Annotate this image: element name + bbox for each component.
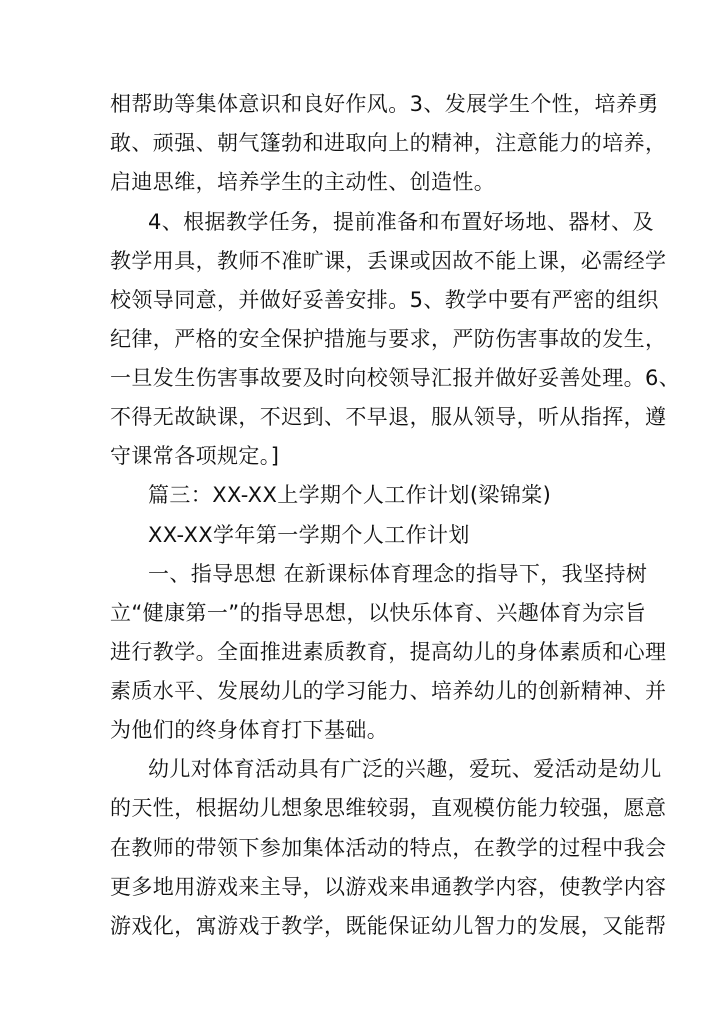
text-line: 幼儿对体育活动具有广泛的兴趣，爱玩、爱活动是幼儿 [148, 757, 662, 781]
plan-title: XX-XX学年第一学期个人工作计划 [148, 523, 470, 547]
text-line: 敢、顽强、朝气篷勃和进取向上的精神，注意能力的培养， [110, 131, 667, 155]
text-line: 为他们的终身体育打下基础。 [110, 718, 389, 742]
text-line: 在教师的带领下参加集体活动的特点，在教学的过程中我会 [110, 836, 667, 860]
text-line: 游戏化，寓游戏于教学，既能保证幼儿智力的发展，又能帮 [110, 914, 667, 938]
text-line: 启迪思维，培养学生的主动性、创造性。 [110, 170, 496, 194]
text-line: 相帮助等集体意识和良好作风。3、发展学生个性，培养勇 [110, 92, 659, 116]
text-line: 更多地用游戏来主导，以游戏来串通教学内容，使教学内容 [110, 875, 667, 899]
text-line: 教学用具，教师不准旷课，丢课或因故不能上课，必需经学 [110, 249, 667, 273]
text-line: 进行教学。全面推进素质教育，提高幼儿的身体素质和心理 [110, 640, 667, 664]
text-line: 素质水平、发展幼儿的学习能力、培养幼儿的创新精神、并 [110, 679, 667, 703]
section-heading: 篇三：XX-XX上学期个人工作计划(梁锦棠) [148, 483, 552, 507]
text-line: 不得无故缺课，不迟到、不早退，服从领导，听从指挥，遵 [110, 405, 667, 429]
text-line: 一旦发生伤害事故要及时向校领导汇报并做好妥善处理。6、 [110, 366, 681, 390]
text-line: 纪律，严格的安全保护措施与要求，严防伤害事故的发生， [110, 327, 667, 351]
text-line: 的天性，根据幼儿想象思维较弱，直观模仿能力较强，愿意 [110, 796, 667, 820]
text-line: 立“健康第一”的指导思想，以快乐体育、兴趣体育为宗旨 [110, 601, 647, 625]
text-line: 校领导同意，并做好妥善安排。5、教学中要有严密的组织 [110, 288, 659, 312]
text-line: 4、根据教学任务，提前准备和布置好场地、器材、及 [148, 210, 654, 234]
text-line: 守课常各项规定。] [110, 444, 280, 468]
text-line: 一、指导思想 在新课标体育理念的指导下，我坚持树 [148, 562, 648, 586]
